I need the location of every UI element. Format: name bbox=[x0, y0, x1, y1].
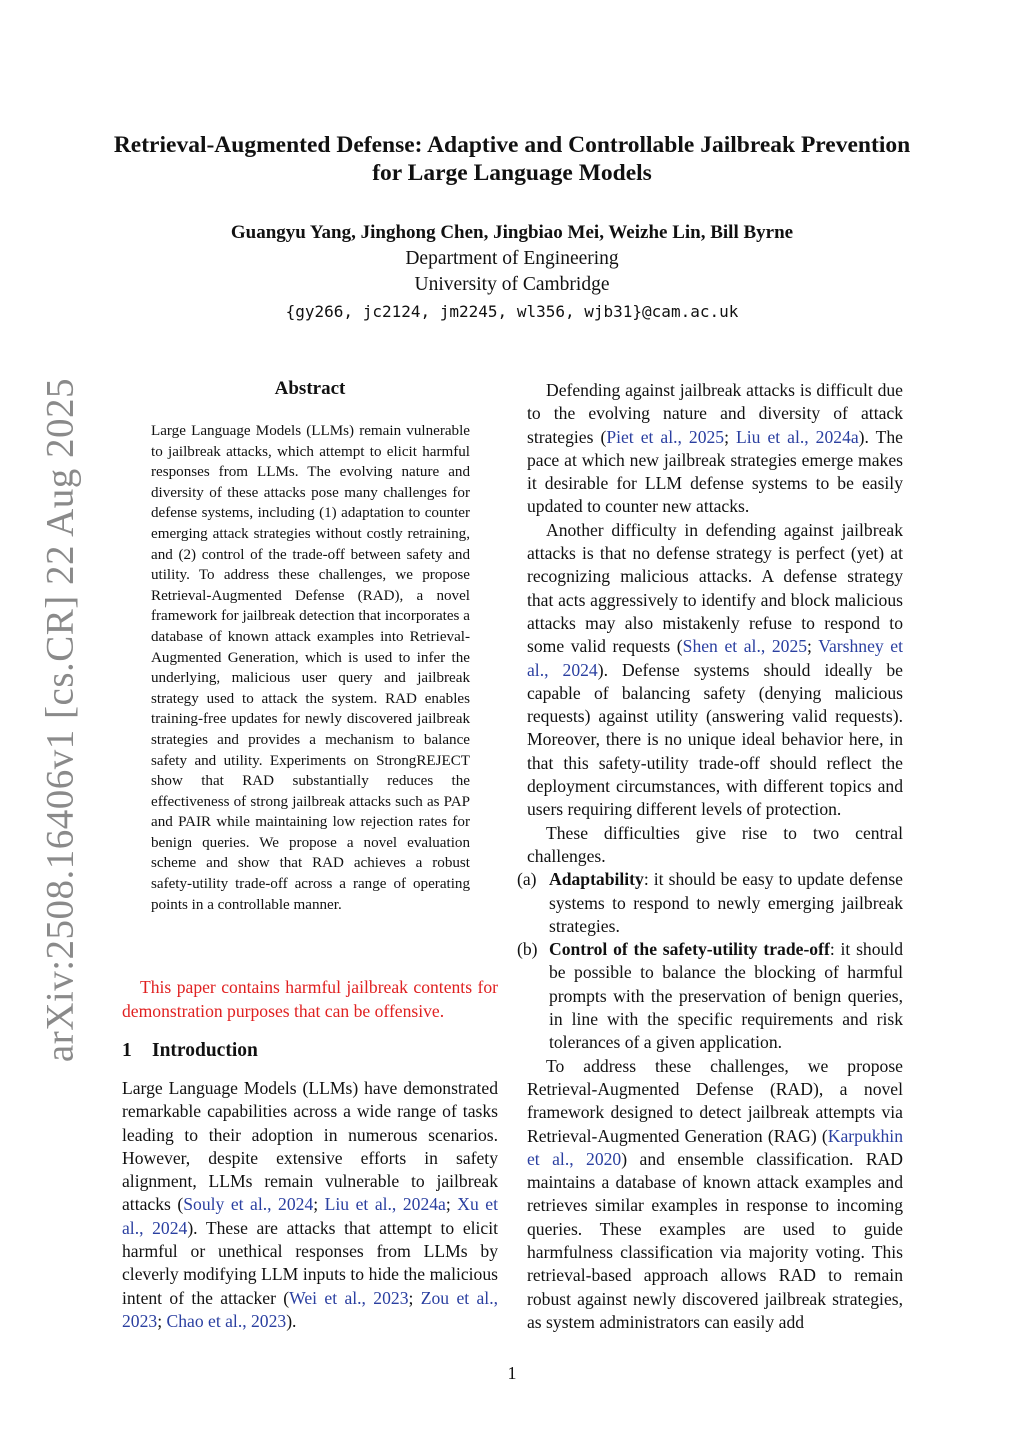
author-emails: {gy266, jc2124, jm2245, wl356, wjb31}@cam.ac.uk bbox=[285, 302, 739, 321]
citation-link[interactable]: Chao et al., 2023 bbox=[166, 1310, 287, 1331]
abstract-heading: Abstract bbox=[274, 378, 346, 399]
paragraph: Another difficulty in defending against jailbreak attacks is that no defense strategy is perfect (yet) at recognizing malicious attacks. A defense strategy that acts aggressively to identify and block malicious attacks may also mistakenly refuse to respond to some valid requests (Shen et al., 2025; Varshney et al., 2024). Defense systems should ideally be capable of balancing safety (denying malicious requests) against utility (answering valid requests). Moreover, there is no unique ideal behavior here, in that this safety-utility trade-off should reflect the deployment circumstances, with different topics and users requiring different levels of protection. bbox=[527, 519, 904, 820]
abstract-body: Large Language Models (LLMs) remain vulnerable to jailbreak attacks, which attempt to elicit harmful responses from LLMs. The evolving nature and diversity of these attacks pose many challenges for defense systems, including (1) adaptation to counter emerging attack strategies without costly retraining, and (2) control of the trade-off between safety and utility. To address these challenges, we propose Retrieval-Augmented Defense (RAD), a novel framework for jailbreak detection that incorporates a database of known attack examples into Retrieval-Augmented Generation, which is used to infer the underlying, malicious user query and jailbreak strategy used to attack the system. RAD enables training-free updates for newly discovered jailbreak strategies and provides a mechanism to balance safety and utility. Experiments on StrongREJECT show that RAD substantially reduces the effectiveness of strong jailbreak attacks such as PAP and PAIR while maintaining low rejection rates for benign queries. We propose a novel evaluation scheme and show that RAD achieves a robust safety-utility trade-off across a range of operating points in a controllable manner. bbox=[151, 423, 470, 913]
section-title: Introduction bbox=[152, 1040, 258, 1061]
author-list: Guangyu Yang, Jinghong Chen, Jingbiao Mei, Weizhe Lin, Bill Byrne bbox=[230, 222, 794, 243]
citation-link[interactable]: Varshney et al., 2024 bbox=[527, 636, 904, 680]
page-number: 1 bbox=[507, 1363, 517, 1383]
section-number: 1 bbox=[122, 1040, 132, 1061]
citation-link[interactable]: Liu et al., 2024a bbox=[736, 426, 859, 447]
citation-link[interactable]: Karpukhin et al., 2020 bbox=[527, 1125, 903, 1169]
section-heading bbox=[122, 1040, 258, 1062]
department: Department of Engineering bbox=[405, 248, 619, 269]
university: University of Cambridge bbox=[414, 274, 610, 295]
list-item: (b) Control of the safety-utility trade-off: it should be possible to balance the blocking of harmful prompts with the preservation of benign queries, in line with the specific requirements and risk tolerances of a given application. bbox=[517, 939, 903, 1053]
list-item: (a) Adaptability: it should be easy to update defense systems to respond to newly emerging jailbreak strategies. bbox=[517, 869, 903, 936]
citation-link[interactable]: Wei et al., 2023 bbox=[289, 1287, 409, 1308]
paragraph: Defending against jailbreak attacks is difficult due to the evolving nature and diversity of attack strategies (Piet et al., 2025; Liu et al., 2024a). The pace at which new jailbreak strategies emerge makes it desirable for LLM defense systems to be easily updated to counter new attacks. bbox=[527, 380, 903, 517]
citation-link[interactable]: Shen et al., 2025 bbox=[682, 636, 808, 657]
arxiv-stamp-text: arXiv:2508.16406v1 [cs.CR] 22 Aug 2025 bbox=[38, 377, 82, 1063]
citation-link[interactable]: Zou et al., 2023 bbox=[122, 1287, 498, 1331]
right-column bbox=[517, 379, 904, 1334]
citation-link[interactable]: Liu et al., 2024a bbox=[324, 1194, 446, 1215]
citation-link[interactable]: Xu et al., 2024 bbox=[122, 1194, 499, 1238]
paper-title: Retrieval-Augmented Defense: Adaptive and Controllable Jailbreak Prevention for Large Language Models bbox=[113, 132, 911, 186]
citation-link[interactable]: Souly et al., 2024 bbox=[183, 1194, 314, 1215]
paragraph: To address these challenges, we propose Retrieval-Augmented Defense (RAD), a novel framework designed to detect jailbreak attempts via Retrieval-Augmented Generation (RAG) (Karpukhin et al., 2020) and ensemble classification. RAD maintains a database of known attack examples and retrieves similar examples in response to incoming queries. These examples are used to guide harmfulness classification via majority voting. This retrieval-based approach allows RAD to remain robust against newly discovered jailbreak strategies, as system administrators can easily add bbox=[527, 1055, 903, 1332]
paragraph: These difficulties give rise to two central challenges. bbox=[527, 822, 903, 866]
content-warning: This paper contains harmful jailbreak contents for demonstration purposes that can be offensive. bbox=[122, 977, 498, 1021]
intro-paragraph: Large Language Models (LLMs) have demonstrated remarkable capabilities across a wide range of tasks leading to their adoption in numerous scenarios. However, despite extensive efforts in safety alignment, LLMs remain vulnerable to jailbreak attacks (Souly et al., 2024; Liu et al., 2024a; Xu et al., 2024). These are attacks that attempt to elicit harmful or unethical responses from LLMs by cleverly modifying LLM inputs to hide the malicious intent of the attacker (Wei et al., 2023; Zou et al., 2023; Chao et al., 2023). bbox=[122, 1078, 499, 1331]
citation-link[interactable]: Piet et al., 2025 bbox=[606, 426, 725, 447]
